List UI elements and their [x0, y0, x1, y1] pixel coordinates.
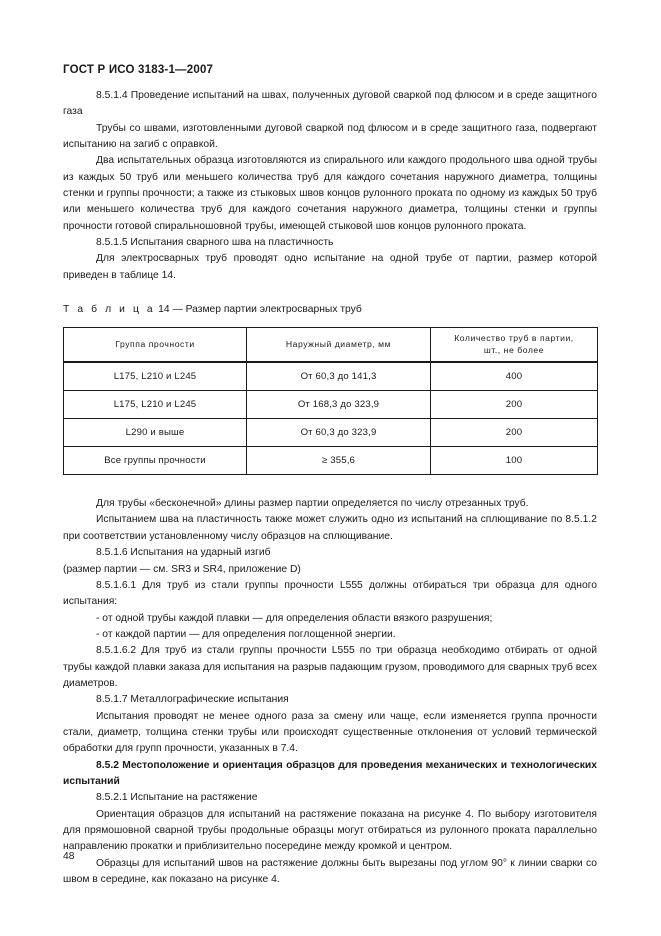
paragraph-8-5-1-6-1: 8.5.1.6.1 Для труб из стали группы прочности L555 должны отбираться три образца для одного испытания:: [63, 579, 597, 608]
table-row: [64, 447, 598, 475]
paragraph-welded-pipes-bend: Трубы со швами, изготовленными дуговой сваркой под флюсом и в среде защитного газа, подвергают испытанию на загиб с оправкой.: [63, 122, 597, 151]
cell-strength-group: Все группы прочности: [64, 447, 247, 475]
cell-strength-group: L290 и выше: [64, 419, 247, 447]
column-header-outside-diameter: Наружный диаметр, мм: [247, 328, 431, 363]
cell-count: 100: [431, 447, 598, 475]
cell-strength-group: L175, L210 и L245: [64, 362, 247, 391]
list-item-batch-absorbed-energy: - от каждой партии — для определения поглощенной энергии.: [96, 628, 396, 640]
list-item-heat-ductile-fracture: - от одной трубы каждой плавки — для определения области вязкого разрушения;: [96, 612, 493, 624]
note-batch-size-reference: (размер партии — см. SR3 и SR4, приложение D): [63, 563, 301, 575]
column-header-pipe-count-line1: Количество труб в партии,: [454, 333, 574, 344]
paragraph-two-test-specimens: Два испытательных образца изготовляются из спирального или каждого продольного шва одной трубы из каждых 50 труб или меньшего количества труб для каждого сочетания наружного диаметра, толщины стенки и группы прочности; а также из стыковых швов концов рулонного проката по одному из каждых 50 труб или меньшего количества труб для каждого сочетания наружного диаметра, толщины стенки и группы прочности готовой спиральношовной трубы, имеющей стыковой шов концов рулонного проката.: [63, 155, 597, 232]
table-header-row: [64, 328, 598, 363]
column-header-pipe-count-line2: шт., не более: [483, 344, 545, 355]
table-14-wrapper: [63, 327, 597, 475]
cell-diameter: ≥ 355,6: [247, 447, 431, 475]
cell-diameter: От 60,3 до 323,9: [247, 419, 431, 447]
paragraph-8-5-1-7-body: Испытания проводят не менее одного раза за смену или чаще, если изменяется группа прочности стали, диаметр, толщина стенки трубы или происходят существенные отклонения от условий термической обработки для групп прочности, указанных в 7.4.: [63, 710, 597, 755]
paragraph-endless-pipe: Для трубы «бесконечной» длины размер партии определяется по числу отрезанных труб.: [96, 498, 529, 510]
table-row: [64, 419, 598, 447]
heading-8-5-1-7: 8.5.1.7 Металлографические испытания: [96, 694, 289, 706]
cell-strength-group: L175, L210 и L245: [64, 391, 247, 419]
heading-8-5-1-6: 8.5.1.6 Испытания на ударный изгиб: [96, 547, 271, 559]
paragraph-8-5-1-4: 8.5.1.4 Проведение испытаний на швах, полученных дуговой сваркой под флюсом и в среде защитного газа: [63, 90, 597, 118]
paragraph-8-5-1-6-2: 8.5.1.6.2 Для труб из стали группы прочности L555 по три образца необходимо отбирать от одной трубы каждой плавки заказа для испытания на разрыв падающим грузом, проводимого для сварных труб всех диаметров.: [63, 645, 597, 689]
table-row: [64, 391, 598, 419]
paragraph-flattening-test: Испытанием шва на пластичность также может служить одно из испытаний на сплющивание по 8.5.1.2 при соответствии установленному числу образцов на сплющивание.: [63, 514, 597, 542]
heading-8-5-2: 8.5.2 Местоположение и ориентация образцов для проведения механических и технологических испытаний: [63, 759, 597, 787]
cell-diameter: От 60,3 до 141,3: [247, 362, 431, 391]
cell-count: 200: [431, 419, 598, 447]
table-14-caption: [63, 302, 597, 318]
table-caption-label: Т а б л и ц а: [63, 304, 156, 316]
cell-count: 200: [431, 391, 598, 419]
heading-8-5-2-1: 8.5.2.1 Испытание на растяжение: [96, 792, 258, 804]
cell-count: 400: [431, 362, 598, 391]
heading-8-5-1-5: 8.5.1.5 Испытания сварного шва на пластичность: [96, 237, 334, 249]
table-caption-title: 14 — Размер партии электросварных труб: [155, 304, 362, 316]
table-row: [64, 362, 598, 391]
paragraph-weld-specimens-90deg: Образцы для испытаний швов на растяжение должны быть вырезаны под углом 90° к линии сварки со швом в середине, как показано на рисунке 4.: [63, 857, 597, 886]
table-14: [63, 327, 598, 475]
page-body: [63, 88, 597, 888]
paragraph-8-5-2-1-body: Ориентация образцов для испытаний на растяжение показана на рисунке 4. По выбору изготовителя для прямошовной сварной трубы продольные образцы могут отбираться из рулонного проката параллельно направлению прокатки и приблизительно посередине между кромкой и центром.: [63, 808, 597, 853]
paragraph-8-5-1-5-body: Для электросварных труб проводят одно испытание на одной трубе от партии, размер которой приведен в таблице 14.: [63, 253, 597, 281]
page-number: 48: [63, 851, 75, 862]
running-header: ГОСТ Р ИСО 3183-1—2007: [63, 64, 214, 76]
column-header-strength-group: Группа прочности: [64, 328, 247, 363]
column-header-pipe-count: [431, 328, 598, 363]
cell-diameter: От 168,3 до 323,9: [247, 391, 431, 419]
